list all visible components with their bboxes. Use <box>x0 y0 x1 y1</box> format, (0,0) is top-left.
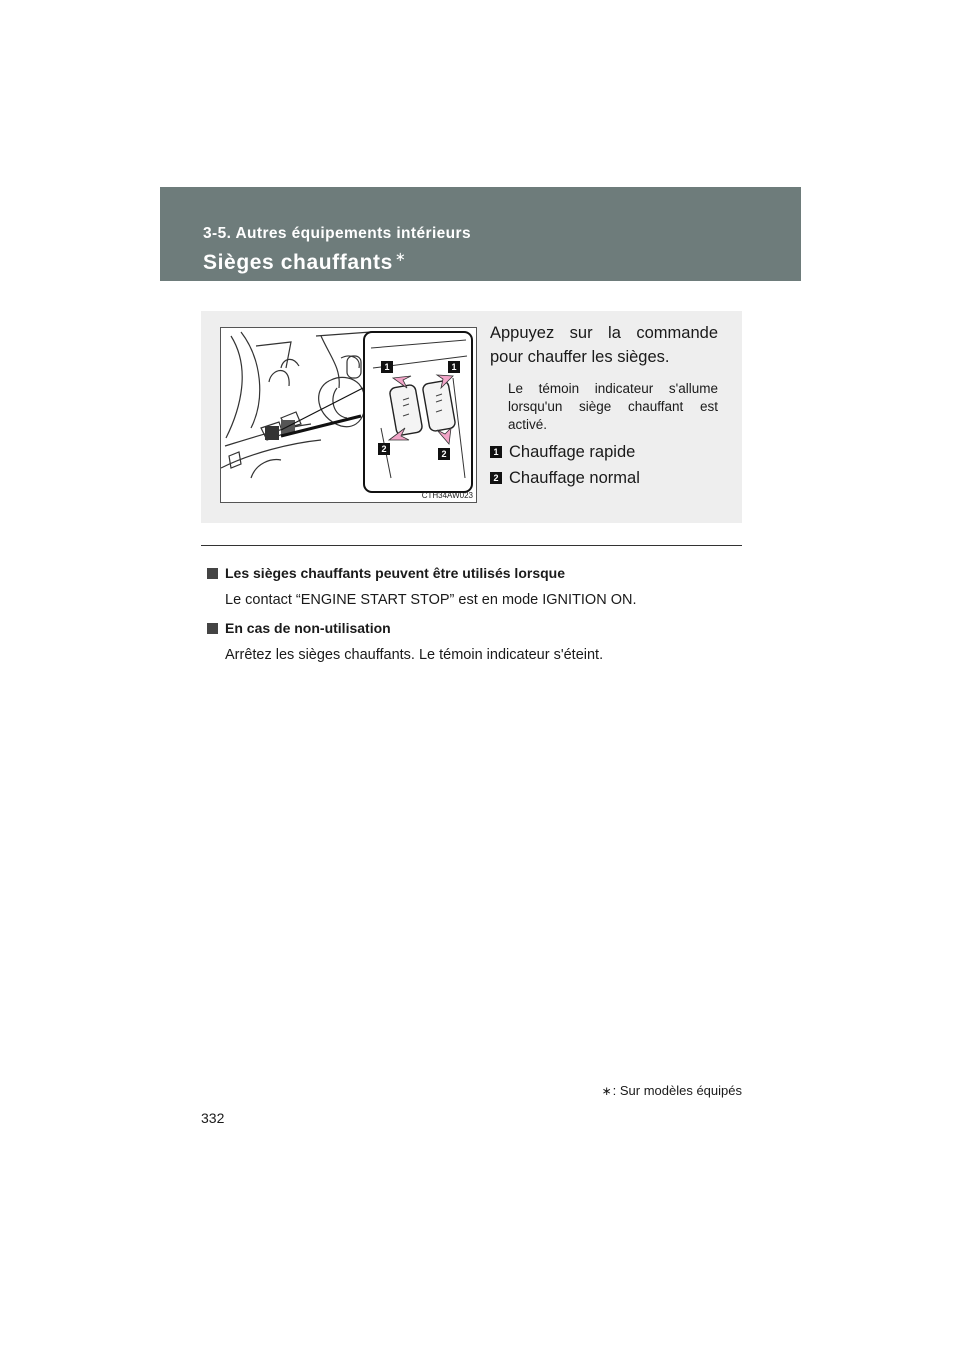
note-body: Arrêtez les sièges chauffants. Le témoin indicateur s'éteint. <box>225 647 604 663</box>
note-heading <box>207 563 747 583</box>
legend-item-normal-heat <box>490 469 718 487</box>
legend-label: Chauffage rapide <box>509 442 636 461</box>
indicator-note: Le témoin indicateur s'allume lorsqu'un siège chauffant est activé. <box>508 381 718 432</box>
note-heading-text: Les sièges chauffants peuvent être utilisés lorsque <box>225 565 565 581</box>
legend-number: 2 <box>490 472 502 484</box>
legend-number: 1 <box>490 446 502 458</box>
usage-notes <box>207 563 747 665</box>
illustration-code: CTH34AW023 <box>421 491 473 500</box>
section-divider <box>201 545 742 546</box>
title-footnote-marker: ∗ <box>394 249 407 264</box>
square-bullet-icon <box>207 568 218 579</box>
note-heading <box>207 618 747 638</box>
page-title-text: Sièges chauffants <box>203 251 393 274</box>
section-label: 3-5. Autres équipements intérieurs <box>203 225 471 242</box>
callout-1b: 1 <box>451 362 457 372</box>
instruction-text: Appuyez sur la commande pour chauffer les sièges. <box>490 324 718 366</box>
square-bullet-icon <box>207 623 218 634</box>
note-body: Le contact “ENGINE START STOP” est en mode IGNITION ON. <box>225 592 637 608</box>
legend-label: Chauffage normal <box>509 468 640 487</box>
callout-2b: 2 <box>441 449 447 459</box>
page-number: 332 <box>201 1110 225 1126</box>
seat-heater-illustration <box>220 327 477 503</box>
page-title <box>203 249 406 275</box>
note-heading-text: En cas de non-utilisation <box>225 620 391 636</box>
footnote <box>602 1083 742 1098</box>
footnote-marker: ∗ <box>601 1083 612 1098</box>
instruction-block <box>490 321 718 487</box>
footnote-text: : Sur modèles équipés <box>612 1083 742 1098</box>
console-drawing <box>221 328 476 502</box>
legend-item-quick-heat <box>490 443 718 461</box>
callout-2a: 2 <box>381 444 387 454</box>
illustration-panel <box>201 311 742 523</box>
section-header <box>160 187 801 281</box>
callout-1a: 1 <box>384 362 390 372</box>
